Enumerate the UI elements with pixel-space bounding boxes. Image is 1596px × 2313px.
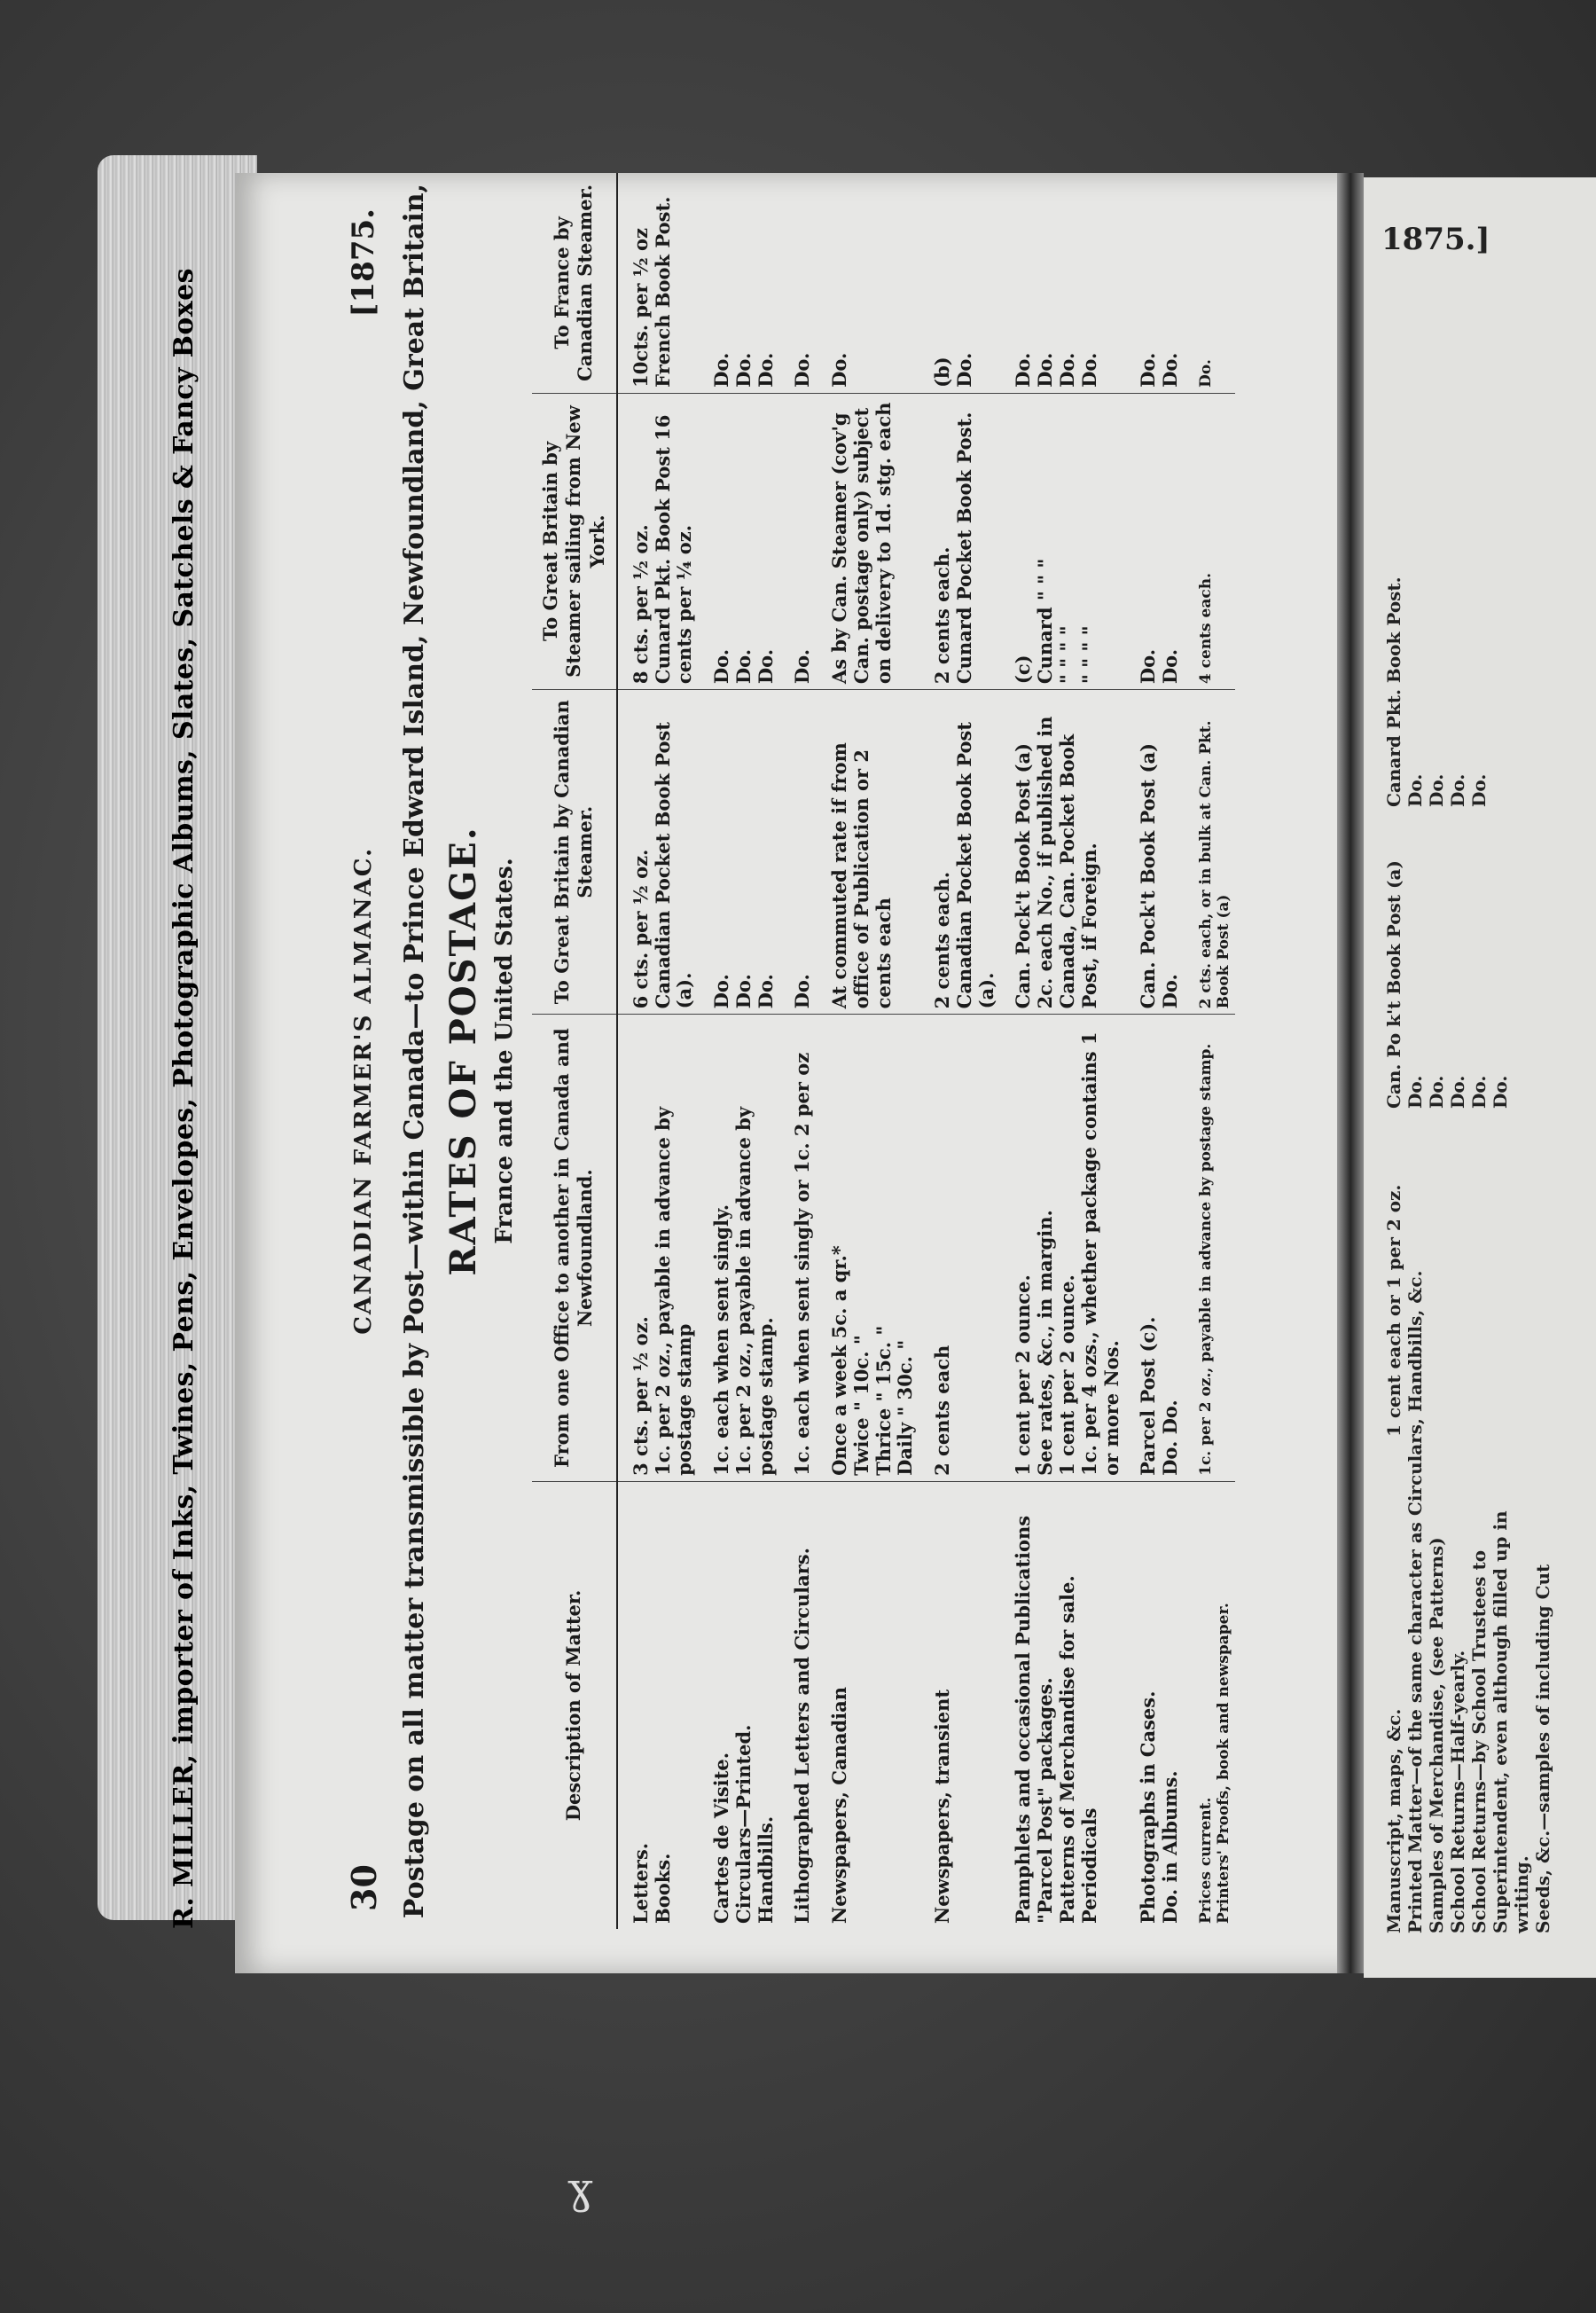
column-header: From one Office to another in Canada and Newfoundland.	[532, 1015, 617, 1482]
cell-gb-newyork: As by Can. Steamer (cov'g Can. postage only) subject on delivery to 1d. stg. each	[817, 393, 919, 689]
almanac-title: CANADIAN FARMER'S ALMANAC.	[350, 846, 377, 1335]
right-page-col1	[1383, 843, 1553, 1109]
right-page-column-header: Can. Po k't Book Post (a)	[1383, 860, 1404, 1109]
right-page-value: Do.	[1404, 773, 1426, 807]
cell-canada: 2 cents each	[919, 1015, 1000, 1482]
right-page-year: 1875.]	[1381, 222, 1490, 257]
cell-gb-newyork: 8 cts. per ½ oz. Cunard Pkt. Book Post 16 cents per ¼ oz.	[617, 393, 699, 689]
cell-france: Do. Do.	[1137, 352, 1182, 388]
right-page-col2	[1383, 541, 1553, 807]
running-head	[337, 173, 390, 1929]
intro-line-2: France and the United States.	[491, 858, 518, 1244]
cell-gb-canadian: At commuted rate if from office of Publication or 2 cents each	[817, 690, 919, 1015]
right-page-note: 1 cent each or 1 per 2 oz.	[1383, 1184, 1404, 1437]
right-page-value: Do.	[1468, 773, 1490, 807]
column-header: To Great Britain by Canadian Steamer.	[532, 690, 617, 1015]
cell-canada: 1c. per 2 oz., payable in advance by postage stamp.	[1185, 1015, 1235, 1482]
table-row	[1000, 173, 1125, 1929]
cell-description: Newspapers, Canadian	[817, 1481, 919, 1929]
cell-france: Do.	[828, 352, 851, 388]
cell-france: (b) Do.	[931, 352, 975, 388]
right-page-value: Do.	[1447, 1075, 1468, 1109]
table-row	[817, 173, 919, 1929]
right-page-column-header: Canard Pkt. Book Post.	[1383, 576, 1404, 807]
cell-gb-newyork: Do. Do. Do.	[699, 393, 779, 689]
cell-gb-canadian: 6 cts. per ½ oz. Canadian Pocket Book Post (a).	[617, 690, 699, 1015]
cell-gb-canadian: 2 cents each. Canadian Pocket Book Post (a).	[919, 690, 1000, 1015]
cell-canada: 3 cts. per ½ oz. 1c. per 2 oz., payable in advance by postage stamp	[617, 1015, 699, 1482]
cell-description: Pamphlets and occasional Publications "Parcel Post" packages. Patterns of Merchandise for sale. Periodicals	[1000, 1481, 1125, 1929]
right-page-value: Do.	[1426, 773, 1447, 807]
right-page-value: Do.	[1468, 1075, 1490, 1109]
right-page-value: Do.	[1490, 1075, 1511, 1109]
table-row	[779, 173, 817, 1929]
table-row	[617, 173, 699, 1929]
table-row	[919, 173, 1000, 1929]
page-number: 30	[343, 1864, 384, 1911]
right-page-row: School Returns—by School Trustees to Superintendent, even although filled up in writing.	[1468, 1510, 1532, 1933]
cell-canada: 1c. each when sent singly. 1c. per 2 oz., payable in advance by postage stamp.	[699, 1015, 779, 1482]
cell-canada: 1 cent per 2 ounce. See rates, &c., in margin. 1 cent per 2 ounce. 1c. per 4 ozs., whether package contains 1 or more Nos.	[1000, 1015, 1125, 1482]
right-page-row: School Returns—Half-yearly.	[1447, 1650, 1468, 1933]
right-page-row: Printed Matter—of the same character as Circulars, Handbills, &c.	[1404, 1270, 1426, 1933]
cell-gb-canadian: Can. Pock't Book Post (a) Do.	[1125, 690, 1185, 1015]
right-page-value: Do.	[1426, 1075, 1447, 1109]
column-header: To France by Canadian Steamer.	[532, 173, 617, 393]
cell-gb-canadian: 2 cts. each, or in bulk at Can. Pkt. Book Post (a)	[1185, 690, 1235, 1015]
cell-description: Lithographed Letters and Circulars.	[779, 1481, 817, 1929]
right-page-row: Samples of Merchandise, (see Patterns)	[1426, 1537, 1447, 1933]
table-row	[1125, 173, 1185, 1929]
right-page-value: Do.	[1404, 1075, 1426, 1109]
column-header: To Great Britain by Steamer sailing from New York.	[532, 393, 617, 689]
cell-france: Do. Do. Do.	[710, 352, 777, 388]
cell-canada: Parcel Post (c). Do. Do.	[1125, 1015, 1185, 1482]
header-year: [1875.	[346, 208, 381, 318]
cell-description: Cartes de Visite. Circulars—Printed. Handbills.	[699, 1481, 779, 1929]
cell-canada: Once a week 5c. a qr.* Twice " 10c. " Thrice " 15c. " Daily " 30c. "	[817, 1015, 919, 1482]
advertisement-strip	[151, 173, 235, 1929]
cell-france: Do.	[791, 352, 814, 388]
cell-gb-canadian: Do. Do. Do.	[699, 690, 779, 1015]
right-page-value: Do.	[1447, 773, 1468, 807]
rotated-page-content	[337, 173, 1419, 1929]
cell-gb-newyork: 4 cents each.	[1185, 393, 1235, 689]
intro-block	[399, 173, 518, 1929]
cell-gb-newyork: (c) Cunard " " " " " " " " " " "	[1000, 393, 1125, 689]
table-row	[699, 173, 779, 1929]
right-page-row: Manuscript, maps, &c.	[1383, 1708, 1404, 1933]
right-page-row: Seeds, &c.—samples of including Cut	[1532, 1564, 1553, 1933]
cell-gb-canadian: Do.	[779, 690, 817, 1015]
cell-canada: 1c. each when sent singly or 1c. 2 per oz	[779, 1015, 817, 1482]
cell-gb-newyork: 2 cents each. Cunard Pocket Book Post.	[919, 393, 1000, 689]
intro-line-1: Postage on all matter transmissible by Post—within Canada—to Prince Edward Island, Newfoundland, Great Britain,	[399, 183, 430, 1919]
cell-description: Prices current. Printers' Proofs, book and newspaper.	[1185, 1481, 1235, 1929]
rates-title: RATES OF POSTAGE.	[442, 826, 484, 1276]
cell-description: Letters. Books.	[617, 1481, 699, 1929]
cell-gb-canadian: Can. Pock't Book Post (a) 2c. each No., if published in Canada, Can. Pocket Book Post, if Foreign.	[1000, 690, 1125, 1015]
advertisement-text: R. MILLER, importer of Inks, Twines, Pens, Envelopes, Photographic Albums, Slates, Satchels & Fancy Boxes	[168, 268, 200, 1929]
rates-table	[532, 173, 1235, 1929]
cell-description: Newspapers, transient	[919, 1481, 1000, 1929]
table-header-row	[532, 173, 617, 1929]
scan-artifact-mark: ɣ	[567, 2164, 593, 2214]
cell-gb-newyork: Do. Do.	[1125, 393, 1185, 689]
cell-france: 10cts. per ½ oz French Book Post.	[629, 196, 674, 388]
cell-france: Do.	[1196, 359, 1215, 388]
cell-gb-newyork: Do.	[779, 393, 817, 689]
table-row	[1185, 173, 1235, 1929]
cell-france: Do. Do. Do. Do.	[1012, 352, 1100, 388]
column-header: Description of Matter.	[532, 1481, 617, 1929]
cell-description: Photographs in Cases. Do. in Albums.	[1125, 1481, 1185, 1929]
right-page-rotated-content	[1383, 231, 1587, 1951]
